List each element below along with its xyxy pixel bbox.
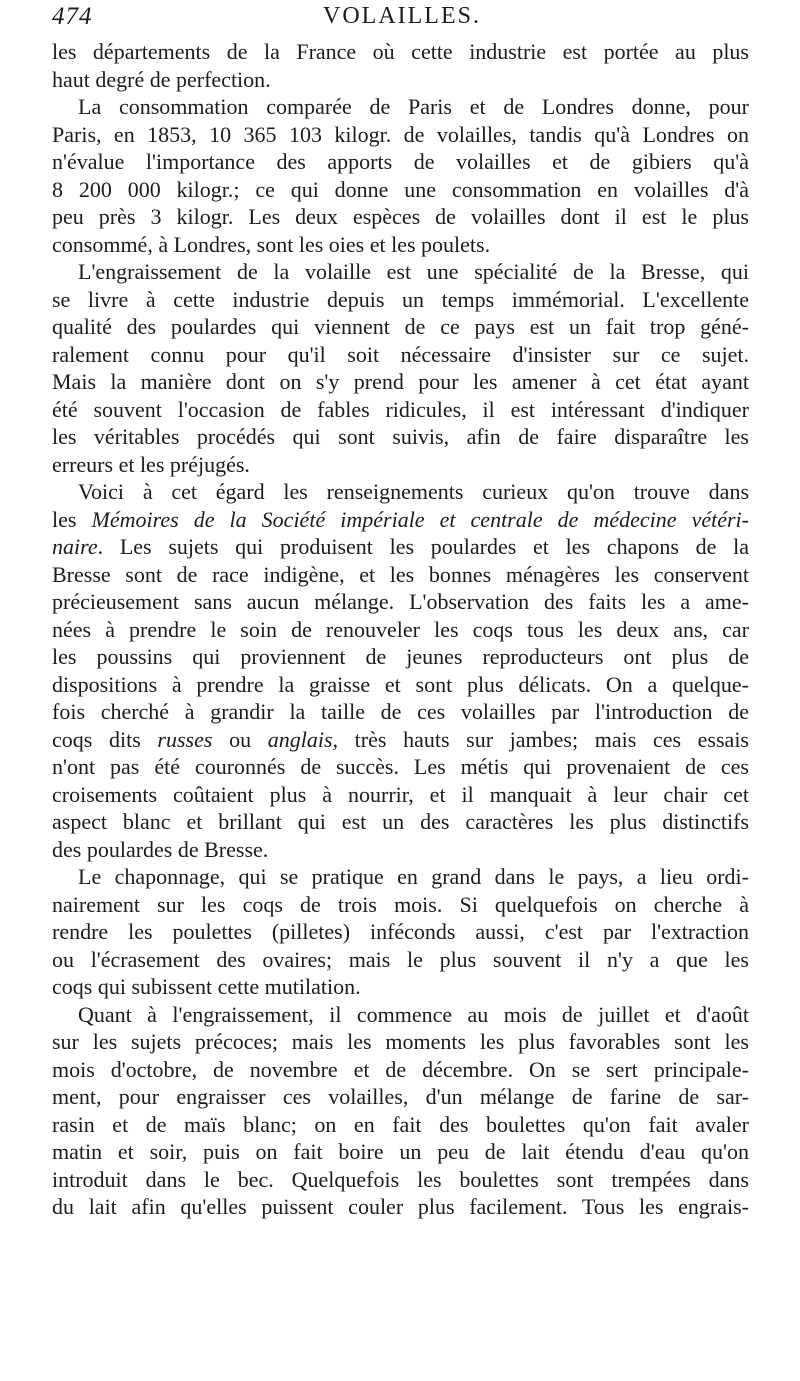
- text-line: ou l'écrasement des ovaires; mais le plus souvent il n'y a que les: [52, 946, 749, 972]
- text-line: [52, 506, 749, 534]
- running-head: [52, 3, 752, 39]
- text-fragment: . Les sujets qui produisent les poulardes et les chapons de la: [97, 534, 749, 559]
- emphasis: anglais: [267, 726, 333, 752]
- text-fragment: ou: [212, 726, 268, 752]
- text-line: les départements de la France où cette industrie est portée au plus: [52, 39, 749, 64]
- text-line: introduit dans le bec. Quelquefois les boulettes sont trempées dans: [52, 1166, 749, 1192]
- text-line: ment, pour engraisser ces volailles, d'un mélange de farine de sar-: [52, 1084, 749, 1109]
- text-line: Bresse sont de race indigène, et les bonnes ménagères les conservent: [52, 561, 749, 587]
- text-line: croisements coûtaient plus à nourrir, et il manquait à leur chair cet: [52, 781, 749, 807]
- text-line: mois d'octobre, de novembre et de décembre. On se sert principale-: [52, 1056, 749, 1082]
- text-line: peu près 3 kilogr. Les deux espèces de volailles dont il est le plus: [52, 204, 749, 229]
- text-line: se livre à cette industrie depuis un temps immémorial. L'excellente: [52, 286, 749, 312]
- running-title: VOLAILLES.: [323, 3, 481, 29]
- page-number: 474: [52, 3, 93, 30]
- text-line: [52, 533, 749, 561]
- text-line: Paris, en 1853, 10 365 103 kilogr. de volailles, tandis qu'à Londres on: [52, 121, 749, 147]
- text-line: Voici à cet égard les renseignements curieux qu'on trouve dans: [78, 479, 749, 504]
- text-line: n'évalue l'importance des apports de volailles et de gibiers qu'à: [52, 149, 749, 174]
- text-line: L'engraissement de la volaille est une spécialité de la Bresse, qui: [78, 259, 749, 284]
- text-line: fois cherché à grandir la taille de ces volailles par l'introduction de: [52, 699, 749, 724]
- text-line: les poussins qui proviennent de jeunes reproducteurs ont plus de: [52, 644, 749, 669]
- text-fragment: , très hauts sur jambes; mais ces essais: [332, 726, 749, 752]
- text-line: été souvent l'occasion de fables ridicules, il est intéressant d'indiquer: [52, 396, 749, 422]
- text-fragment: coqs dits: [52, 726, 158, 752]
- text-line: aspect blanc et brillant qui est un des caractères les plus distinctifs: [52, 809, 749, 834]
- citation-title: naire: [52, 534, 98, 559]
- body-text: [52, 38, 749, 1221]
- text-line: rendre les poulettes (pilletes) inféconds aussi, c'est par l'extraction: [52, 919, 749, 944]
- text-line: rasin et de maïs blanc; on en fait des boulettes qu'on fait avaler: [52, 1111, 749, 1137]
- text-fragment: les: [52, 506, 92, 532]
- text-line: précieusement sans aucun mélange. L'observation des faits les a ame-: [52, 589, 749, 614]
- text-line: Mais la manière dont on s'y prend pour les amener à cet état ayant: [52, 369, 749, 394]
- text-line: des poulardes de Bresse.: [52, 836, 269, 862]
- text-line: dispositions à prendre la graisse et sont plus délicats. On a quelque-: [52, 671, 749, 697]
- text-line: nairement sur les coqs de trois mois. Si quelquefois on cherche à: [52, 891, 749, 917]
- text-line: ralement connu pour qu'il soit nécessaire d'insister sur ce sujet.: [52, 341, 749, 367]
- text-line: La consommation comparée de Paris et de Londres donne, pour: [78, 94, 749, 119]
- emphasis: russes: [157, 726, 213, 752]
- text-line: haut degré de perfection.: [52, 66, 271, 92]
- text-line: erreurs et les préjugés.: [52, 451, 250, 477]
- text-line: consommé, à Londres, sont les oies et les poulets.: [52, 231, 491, 257]
- citation-title: Mémoires de la Société impériale et centrale de médecine vétéri-: [91, 506, 749, 532]
- text-line: du lait afin qu'elles puissent couler plus facilement. Tous les engrais-: [52, 1194, 749, 1219]
- text-line: Le chaponnage, qui se pratique en grand dans le pays, a lieu ordi-: [78, 864, 749, 889]
- text-line: coqs qui subissent cette mutilation.: [52, 974, 361, 999]
- text-line: nées à prendre le soin de renouveler les coqs tous les deux ans, car: [52, 616, 749, 642]
- text-line: les véritables procédés qui sont suivis, afin de faire disparaître les: [52, 424, 749, 449]
- text-line: qualité des poulardes qui viennent de ce pays est un fait trop géné-: [52, 314, 749, 339]
- text-line: sur les sujets précoces; mais les moments les plus favorables sont les: [52, 1029, 749, 1054]
- text-line: 8 200 000 kilogr.; ce qui donne une consommation en volailles d'à: [52, 176, 749, 202]
- text-line: n'ont pas été couronnés de succès. Les métis qui provenaient de ces: [52, 754, 749, 779]
- text-line: Quant à l'engraissement, il commence au mois de juillet et d'août: [78, 1001, 749, 1027]
- text-line: [52, 726, 749, 754]
- text-line: matin et soir, puis on fait boire un peu de lait étendu d'eau qu'on: [52, 1139, 749, 1164]
